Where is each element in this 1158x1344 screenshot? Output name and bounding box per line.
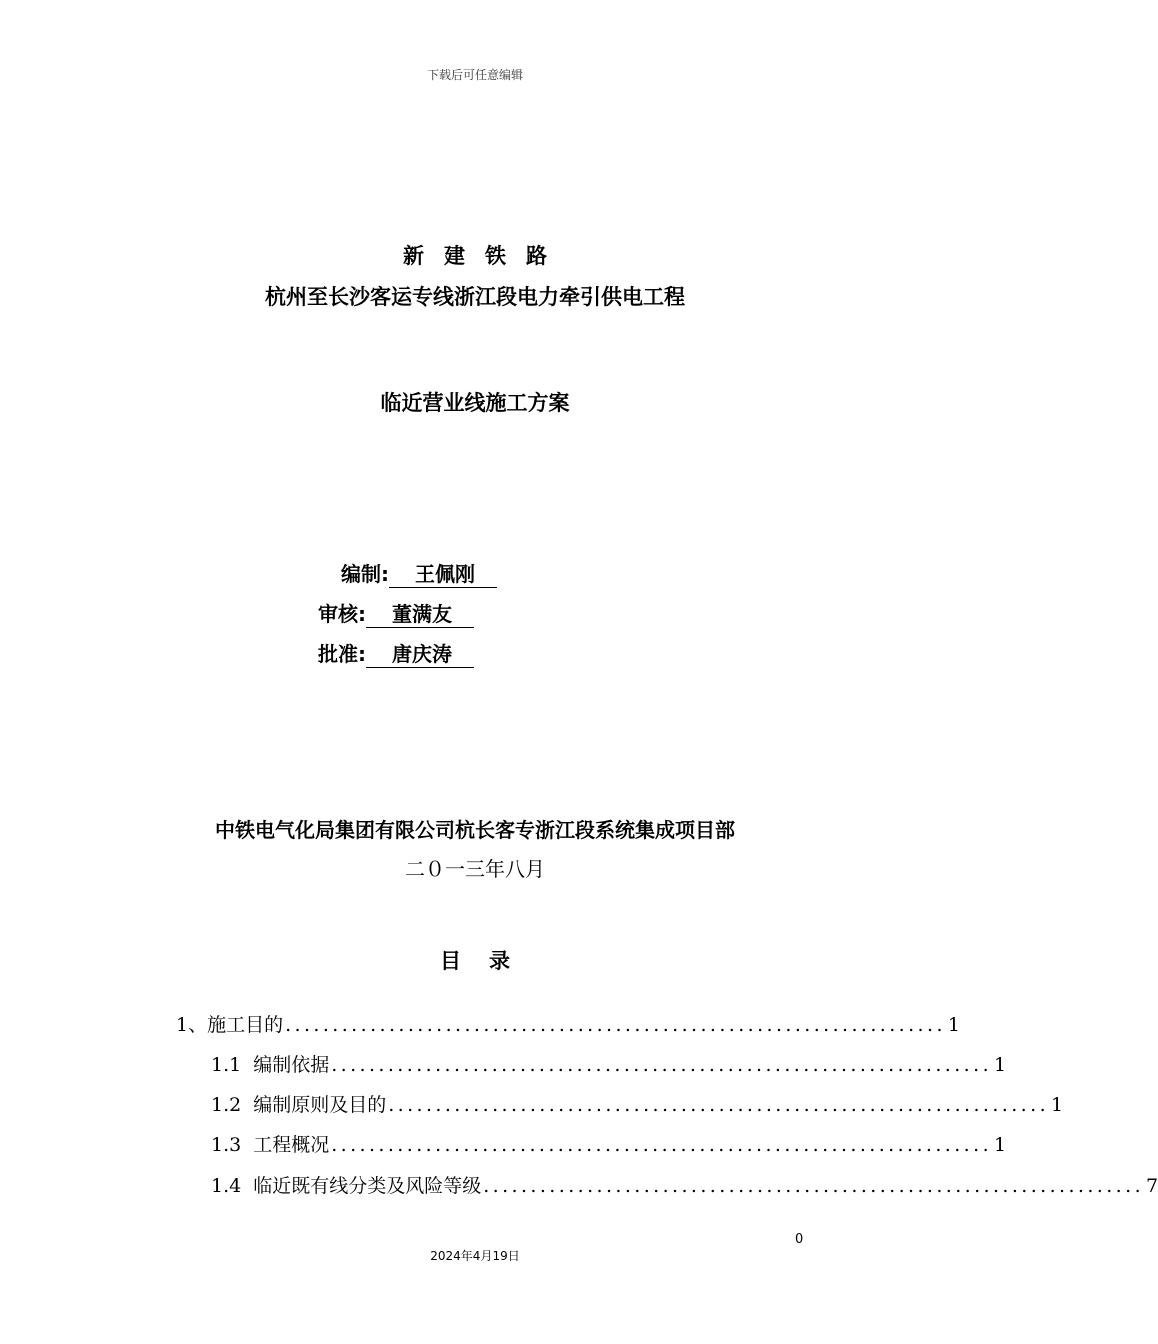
title-char: 路 [526,244,547,268]
title-char: 建 [444,244,465,268]
toc-title [0,945,950,975]
title-char: 铁 [485,244,506,268]
toc-entry-number: 1.3 [211,1134,242,1156]
header-note: 下载后可任意编辑 [426,68,523,82]
signature-compile [341,560,497,588]
toc-entry-page: 1 [994,1054,1007,1076]
organization-name: 中铁电气化局集团有限公司杭长客专浙江段系统集成项目部 [215,818,735,842]
toc-entry-label: 编制依据 [253,1054,330,1076]
signature-review-name: 董满友 [366,601,474,628]
toc-entry-page: 7 [1146,1175,1158,1197]
toc-entry-label: 施工目的 [207,1014,284,1036]
toc-entry-number: 1.1 [211,1054,242,1076]
toc-leader-dots: ...................................................................... [388,1094,1050,1116]
signature-approve-name: 唐庆涛 [366,641,474,668]
toc-entry[interactable] [211,1132,1007,1158]
signature-approve-label: 批准: [318,642,366,666]
toc-entry-label: 编制原则及目的 [253,1094,387,1116]
page-number: 0 [795,1232,804,1247]
toc-entry-number: 1.4 [211,1175,242,1197]
title-char: 新 [403,244,424,268]
signature-compile-label: 编制: [341,562,389,586]
cover-date: 二０一三年八月 [405,857,545,881]
toc-entry-page: 1 [947,1014,960,1036]
toc-entry[interactable] [211,1052,1007,1078]
toc-entry-label: 临近既有线分类及风险等级 [253,1175,482,1197]
signature-review-label: 审核: [318,602,366,626]
toc-entry-page: 1 [1051,1094,1064,1116]
toc-leader-dots: ...................................................................... [331,1134,993,1156]
signature-compile-name: 王佩刚 [389,561,497,588]
toc-entry-page: 1 [994,1134,1007,1156]
toc-entry[interactable] [211,1092,1064,1118]
signature-review [318,600,474,628]
toc-entry-label: 工程概况 [253,1134,330,1156]
toc-entry[interactable] [176,1012,960,1038]
cover-title-line2: 杭州至长沙客运专线浙江段电力牵引供电工程 [265,285,685,309]
toc-entry-number: 1.2 [211,1094,242,1116]
toc-entry[interactable] [211,1173,1158,1199]
toc-title-char: 目 [440,949,461,973]
toc-leader-dots: ...................................................................... [483,1175,1145,1197]
cover-title-line1 [0,240,950,270]
toc-entry-number: 1、 [176,1014,208,1036]
toc-leader-dots: ...................................................................... [285,1014,946,1036]
toc-leader-dots: ...................................................................... [331,1054,993,1076]
footer-date: 2024年4月19日 [430,1249,520,1263]
cover-title-line3: 临近营业线施工方案 [380,391,570,415]
signature-approve [318,640,474,668]
toc-title-char: 录 [489,949,510,973]
